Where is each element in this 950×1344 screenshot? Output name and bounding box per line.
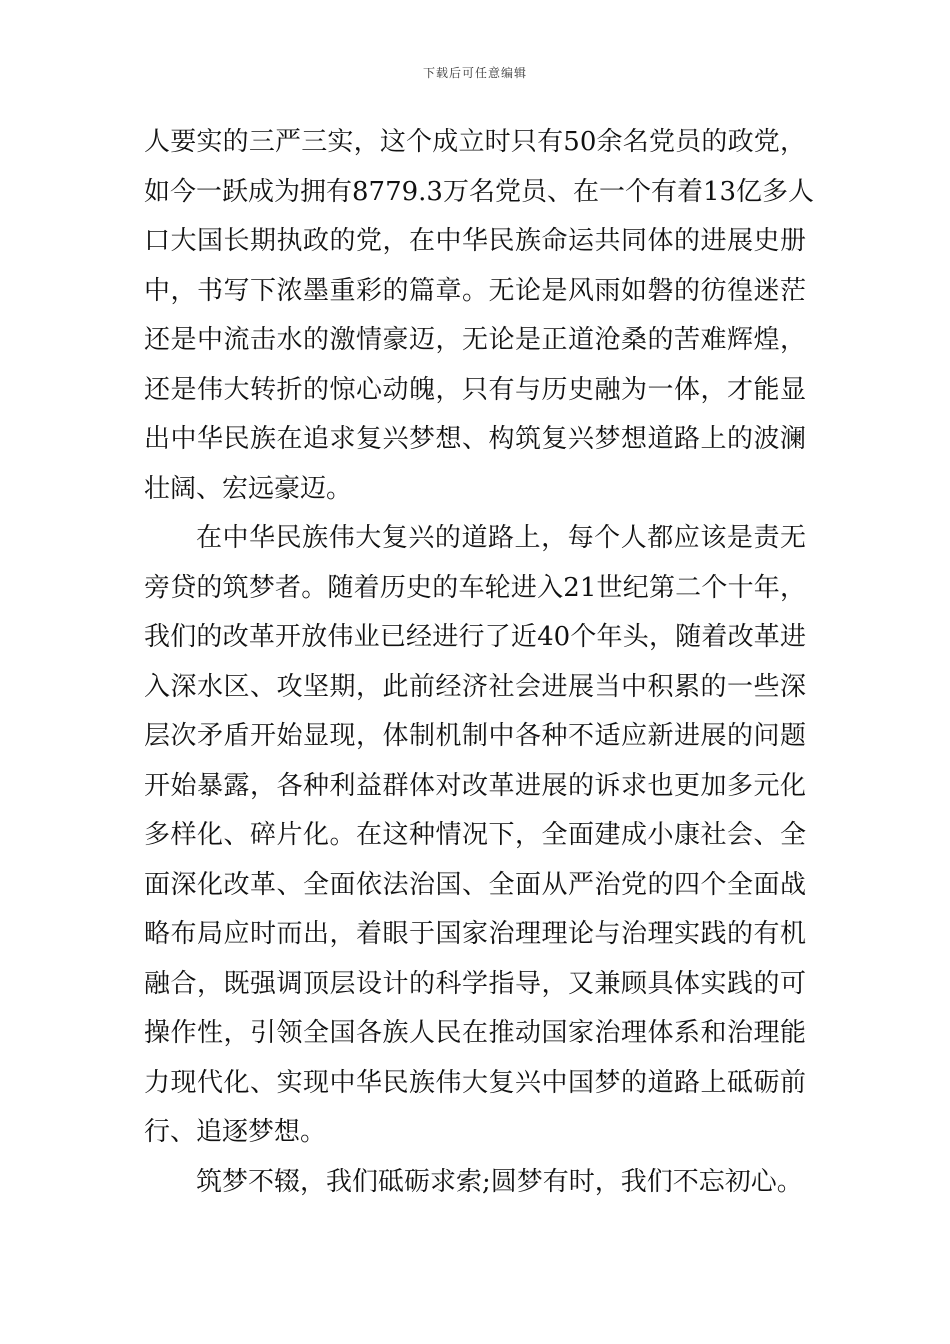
text-line: 面深化改革、全面依法治国、全面从严治党的四个全面战 — [144, 869, 806, 900]
text-line: 略布局应时而出，着眼于国家治理理论与治理实践的有机 — [144, 919, 806, 949]
text-line: 行、追逐梦想。 — [144, 1117, 327, 1147]
text-line: 操作性，引领全国各族人民在推动国家治理体系和治理能 — [144, 1018, 806, 1048]
text-line: 还是中流击水的激情豪迈，无论是正道沧桑的苦难辉煌， — [144, 325, 806, 355]
text-line: 我们的改革开放伟业已经进行了近40个年头，随着改革进 — [144, 622, 806, 652]
text-line: 入深水区、攻坚期，此前经济社会进展当中积累的一些深 — [144, 671, 806, 702]
text-line: 筑梦不辍，我们砥砺求索;圆梦有时，我们不忘初心。 — [196, 1166, 803, 1197]
paragraph-1 — [144, 118, 815, 514]
text-line: 人要实的三严三实，这个成立时只有50余名党员的政党， — [144, 127, 806, 157]
text-line: 层次矛盾开始显现，体制机制中各种不适应新进展的问题 — [144, 721, 806, 751]
paragraph-3 — [144, 1158, 806, 1208]
text-line: 旁贷的筑梦者。随着历史的车轮进入21世纪第二个十年， — [144, 572, 806, 603]
text-line: 融合，既强调顶层设计的科学指导，又兼顾具体实践的可 — [144, 968, 806, 999]
paragraph-2 — [144, 514, 806, 1158]
text-line: 中，书写下浓墨重彩的篇章。无论是风雨如磐的彷徨迷茫 — [144, 275, 806, 306]
body-text — [144, 118, 815, 1207]
text-line: 在中华民族伟大复兴的道路上，每个人都应该是责无 — [196, 523, 806, 553]
header-note: 下载后可任意编辑 — [422, 66, 527, 80]
text-line: 口大国长期执政的党，在中华民族命运共同体的进展史册 — [144, 226, 806, 256]
text-line: 还是伟大转折的惊心动魄，只有与历史融为一体，才能显 — [144, 374, 806, 405]
text-line: 力现代化、实现中华民族伟大复兴中国梦的道路上砥砺前 — [144, 1067, 806, 1098]
text-line: 出中华民族在追求复兴梦想、构筑复兴梦想道路上的波澜 — [144, 424, 806, 454]
text-line: 开始暴露，各种利益群体对改革进展的诉求也更加多元化 — [144, 770, 806, 801]
text-line: 多样化、碎片化。在这种情况下，全面建成小康社会、全 — [144, 820, 806, 850]
text-line: 壮阔、宏远豪迈。 — [144, 473, 353, 504]
text-line: 如今一跃成为拥有8779.3万名党员、在一个有着13亿多人 — [144, 176, 815, 207]
